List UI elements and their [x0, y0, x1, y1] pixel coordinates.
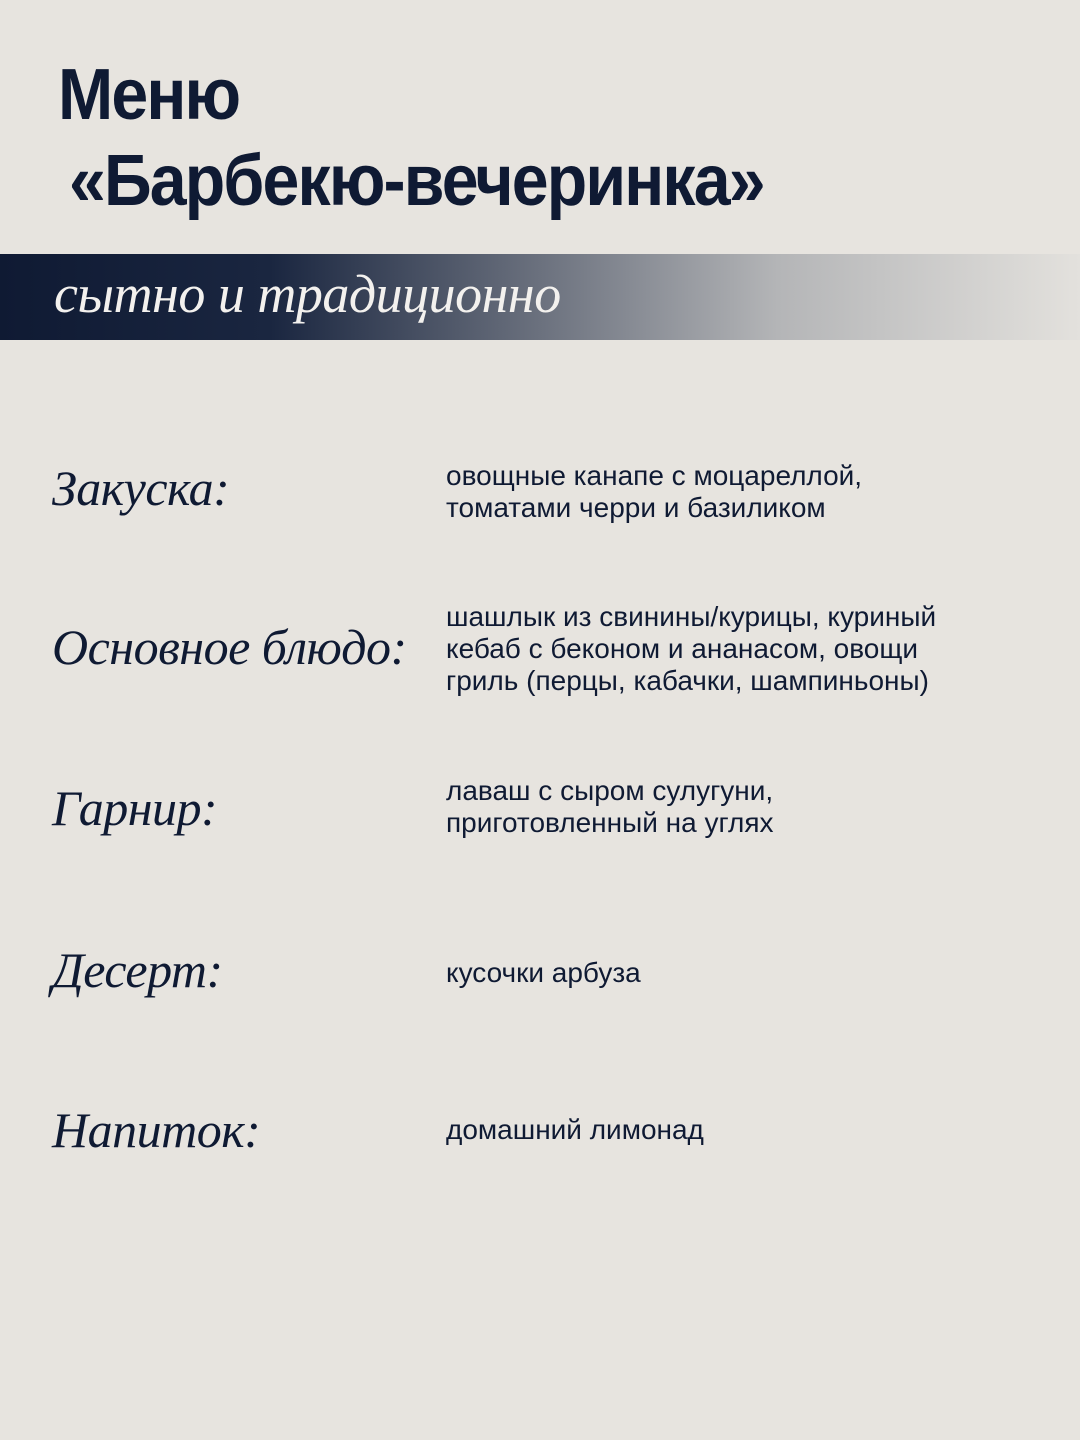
- title-line-1: Меню: [58, 55, 240, 135]
- description-line: овощные канапе с моцареллой,: [446, 460, 863, 491]
- course-description: [446, 601, 1046, 697]
- description-line: шашлык из свинины/курицы, куриный: [446, 601, 937, 632]
- course-label: Десерт:: [52, 942, 223, 998]
- description-line: гриль (перцы, кабачки, шампиньоны): [446, 665, 929, 696]
- course-label: Основное блюдо:: [52, 619, 407, 675]
- course-description: [446, 775, 1046, 839]
- description-line: томатами черри и базиликом: [446, 492, 826, 523]
- course-label: Гарнир:: [52, 780, 218, 836]
- course-label: Напиток:: [52, 1102, 261, 1158]
- title-line-2: «Барбекю-вечеринка»: [69, 141, 764, 221]
- course-description: [446, 957, 1046, 989]
- description-line: кусочки арбуза: [446, 957, 641, 988]
- course-label: Закуска:: [52, 460, 230, 516]
- description-line: кебаб с беконом и ананасом, овощи: [446, 633, 919, 664]
- subtitle: сытно и традиционно: [54, 264, 561, 324]
- description-line: лаваш с сыром сулугуни,: [446, 775, 774, 806]
- description-line: домашний лимонад: [446, 1114, 704, 1145]
- description-line: приготовленный на углях: [446, 807, 774, 838]
- course-description: [446, 1114, 1046, 1146]
- course-description: [446, 460, 1046, 524]
